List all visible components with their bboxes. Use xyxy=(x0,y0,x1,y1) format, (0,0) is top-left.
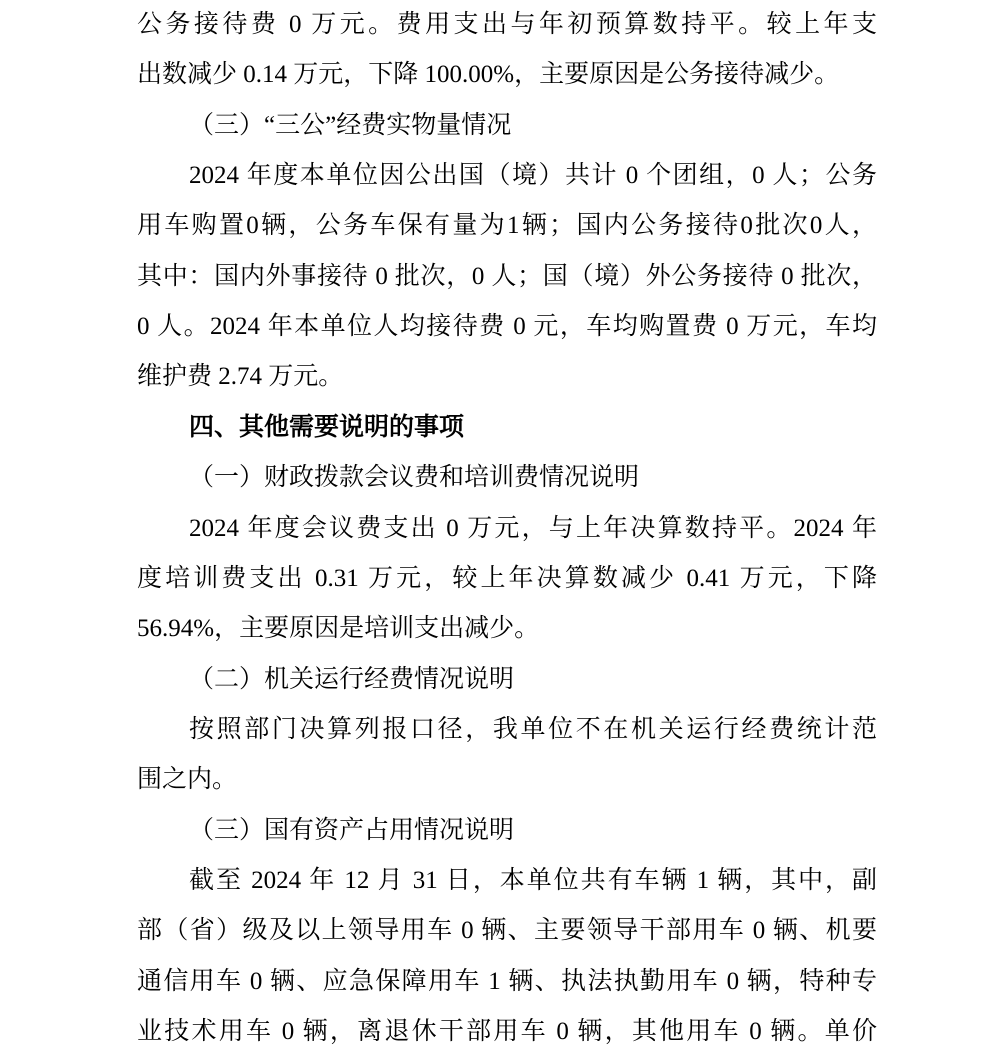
paragraph-line: 部（省）级及以上领导用车 0 辆、主要领导干部用车 0 辆、机要 xyxy=(137,917,877,945)
paragraph-line: 0 人。2024 年本单位人均接待费 0 元，车均购置费 0 万元，车均 xyxy=(137,313,877,341)
paragraph-line: 度培训费支出 0.31 万元，较上年决算数减少 0.41 万元，下降 xyxy=(137,564,877,592)
paragraph-line: 2024 年度本单位因公出国（境）共计 0 个团组，0 人；公务 xyxy=(189,162,877,190)
paragraph-line: 业技术用车 0 辆，离退休干部用车 0 辆，其他用车 0 辆。单价 xyxy=(137,1018,877,1045)
paragraph-line: 2024 年度会议费支出 0 万元，与上年决算数持平。2024 年 xyxy=(189,514,877,542)
section-heading: 四、其他需要说明的事项 xyxy=(189,413,465,441)
paragraph-line: 用车购置0辆，公务车保有量为1辆；国内公务接待0批次0人， xyxy=(137,212,877,240)
paragraph-line: 按照部门决算列报口径，我单位不在机关运行经费统计范 xyxy=(189,715,877,743)
paragraph-line: 公务接待费 0 万元。费用支出与年初预算数持平。较上年支 xyxy=(137,11,877,38)
paragraph-line: 通信用车 0 辆、应急保障用车 1 辆、执法执勤用车 0 辆，特种专 xyxy=(137,967,877,995)
subheading-operating-costs: （二）机关运行经费情况说明 xyxy=(189,665,515,693)
paragraph-line: 围之内。 xyxy=(137,766,238,794)
subheading-state-assets: （三）国有资产占用情况说明 xyxy=(189,816,515,844)
paragraph-line: 其中：国内外事接待 0 批次，0 人；国（境）外公务接待 0 批次， xyxy=(137,262,877,290)
paragraph-line: 56.94%，主要原因是培训支出减少。 xyxy=(137,615,540,643)
subheading-sangong-quantity: （三）“三公”经费实物量情况 xyxy=(189,111,512,139)
paragraph-line: 出数减少 0.14 万元，下降 100.00%，主要原因是公务接待减少。 xyxy=(137,61,840,89)
paragraph-line: 维护费 2.74 万元。 xyxy=(137,363,344,391)
paragraph-line: 截至 2024 年 12 月 31 日，本单位共有车辆 1 辆，其中，副 xyxy=(189,866,877,894)
subheading-meeting-training: （一）财政拨款会议费和培训费情况说明 xyxy=(189,464,640,492)
